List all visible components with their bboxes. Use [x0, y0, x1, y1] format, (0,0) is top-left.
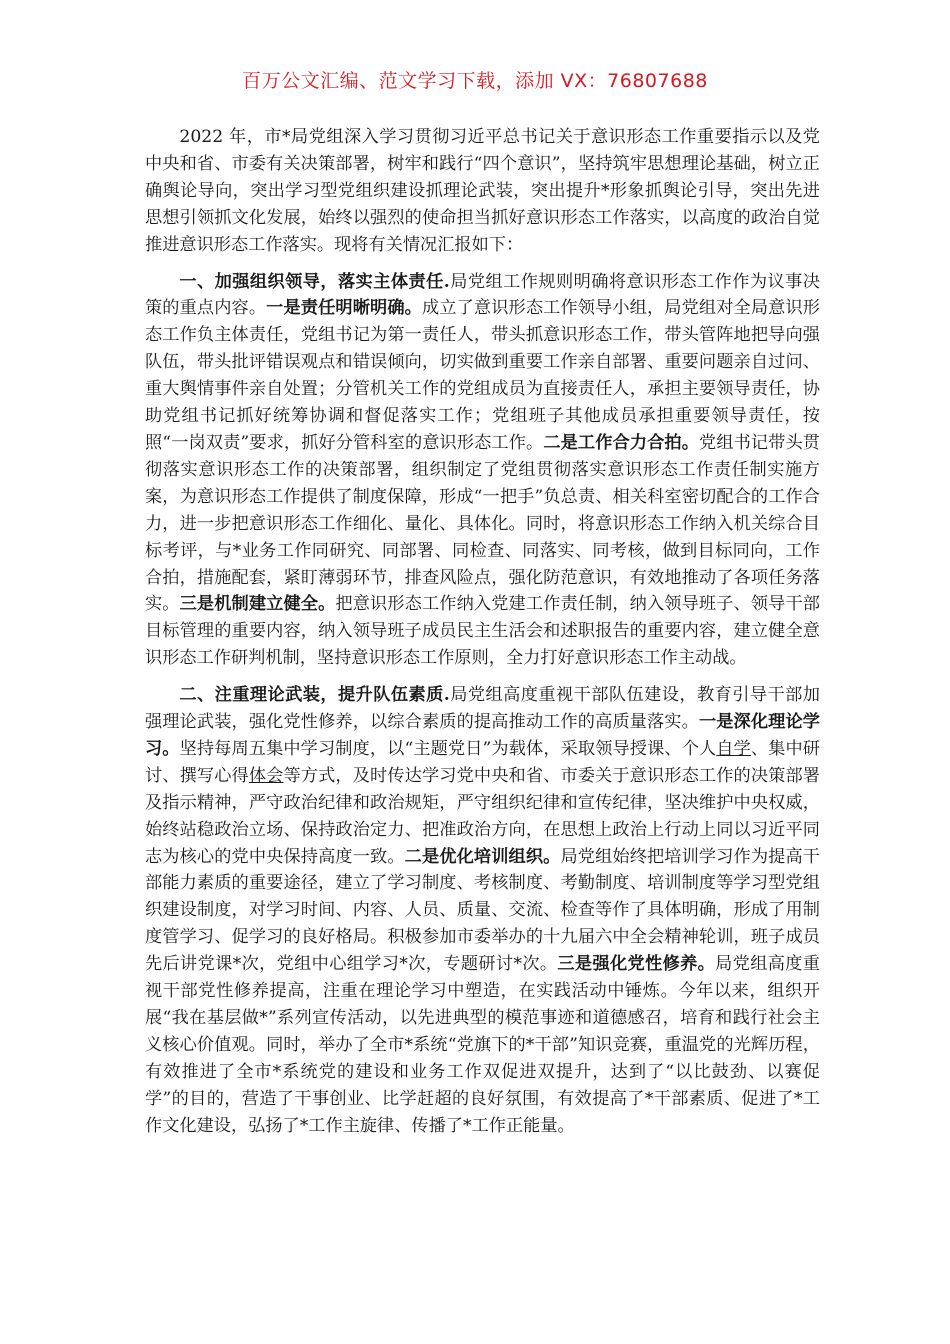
section-1-point-2-text: 党组书记带头贯彻落实意识形态工作的决策部署，组织制定了党组贯彻落实意识形态工作责任制实施方案，为意识形态工作提供了制度保障，形成“一把手”负总责、相关科室密切配合的工作合力，进一步把意识形态工作细化、量化、具体化。同时，将意识形态工作纳入机关综合目标考评，与*业务工作同研究、同部署、同检查、同落实、同考核，做到目标同向，工作合拍，措施配套，紧盯薄弱环节，排查风险点，强化防范意识，有效地推动了各项任务落实。	[145, 432, 820, 615]
section-1-paragraph	[145, 269, 820, 673]
section-1-point-3-text: 把意识形态工作纳入党建工作责任制，纳入领导班子、领导干部目标管理的重要内容，纳入领导班子成员民主生活会和述职报告的重要内容，建立健全意识形态工作研判机制，坚持意识形态工作原则，全力打好意识形态工作主动战。	[145, 594, 820, 669]
section-1-point-2-title: 二是工作合力合拍。	[543, 432, 700, 453]
section-2-point-1-text-c: 等方式，及时传达学习党中央和省、市委关于意识形态工作的决策部署及指示精神，严守政治纪律和政治规矩，严守组织纪律和宣传纪律，坚决维护中央权威，始终站稳政治立场、保持政治定力、把准政治方向，在思想上政治上行动上同以习近平同志为核心的党中央保持高度一致。	[145, 765, 820, 867]
intro-paragraph: 2022 年，市*局党组深入学习贯彻习近平总书记关于意识形态工作重要指示以及党中央和省、市委有关决策部署，树牢和践行“四个意识”，坚持筑牢思想理论基础，树立正确舆论导向，突出学习型党组织建设抓理论武装，突出提升*形象抓舆论引导，突出先进思想引领抓文化发展，始终以强烈的使命担当抓好意识形态工作落实，以高度的政治自觉推进意识形态工作落实。现将有关情况汇报如下：	[145, 127, 820, 255]
section-2-lead: 局党组高度重视干部队伍建设，教育引导干部加强理论武装，强化党性修养，以综合素质的提高推动工作的高质量落实。	[145, 685, 820, 733]
section-2-point-3-text: 局党组高度重视干部党性修养提高，注重在理论学习中塑造，在实践活动中锤炼。今年以来，组织开展“我在基层做*”系列宣传活动，以先进典型的模范事迹和道德感召，培育和践行社会主义核心价值观。同时，举办了全市*系统“党旗下的*干部”知识竞赛，重温党的光辉历程，有效推进了全市*系统党的建设和业务工作双促进双提升，达到了“以比鼓劲、以赛促学”的目的，营造了干事创业、比学赶超的良好氛围，有效提高了*干部素质、促进了*工作文化建设，弘扬了*工作主旋律、传播了*工作正能量。	[145, 954, 820, 1136]
experience-link[interactable]: 体会	[248, 765, 284, 786]
section-2-point-1-title: 一是深化理论学习。	[145, 712, 820, 759]
section-2-point-1-text-a: 坚持每周五集中学习制度，以“主题党日”为载体，采取领导授课、个人	[179, 738, 717, 759]
document-body	[145, 124, 820, 1150]
section-1-heading: 一、加强组织领导，落实主体责任.	[179, 271, 450, 292]
section-1-point-3-title: 三是机制建立健全。	[179, 594, 336, 615]
section-1-point-1-text: 成立了意识形态工作领导小组，局党组对全局意识形态工作负主体责任，党组书记为第一责任人，带头抓意识形态工作，带头管阵地把导向强队伍，带头批评错误观点和错误倾向，切实做到重要工作亲自部署、重要问题亲自过问、重大舆情事件亲自处置；分管机关工作的党组成员为直接责任人，承担主要领导责任，协助党组书记抓好统筹协调和督促落实工作；党组班子其他成员承担重要领导责任，按照“一岗双责”要求，抓好分管科室的意识形态工作。	[145, 298, 820, 453]
section-2-point-2-text: 局党组始终把培训学习作为提高干部能力素质的重要途径，建立了学习制度、考核制度、考勤制度、培训制度等学习型党组织建设制度，对学习时间、内容、人员、质量、交流、检查等作了具体明确，形成了用制度管学习、促学习的良好格局。积极参加市委举办的十九届六中全会精神轮训，班子成员先后讲党课*次，党组中心组学习*次，专题研讨*次。	[145, 846, 820, 975]
download-notice-header: 百万公文汇编、范文学习下载，添加 VX：76807688	[242, 70, 708, 92]
section-1-point-1-title: 一是责任明晰明确。	[266, 298, 422, 319]
self-study-link[interactable]: 自学	[716, 738, 751, 759]
section-2-point-1-text-b: 、集中研讨、撰写心得	[145, 738, 820, 786]
section-2-paragraph	[145, 682, 820, 1139]
section-2-point-2-title: 二是优化培训组织。	[404, 846, 561, 867]
section-2-heading: 二、注重理论武装，提升队伍素质.	[179, 685, 450, 706]
section-2-point-3-title: 三是强化党性修养。	[557, 954, 716, 975]
section-1-lead: 局党组工作规则明确将意识形态工作作为议事决策的重点内容。	[145, 271, 820, 319]
